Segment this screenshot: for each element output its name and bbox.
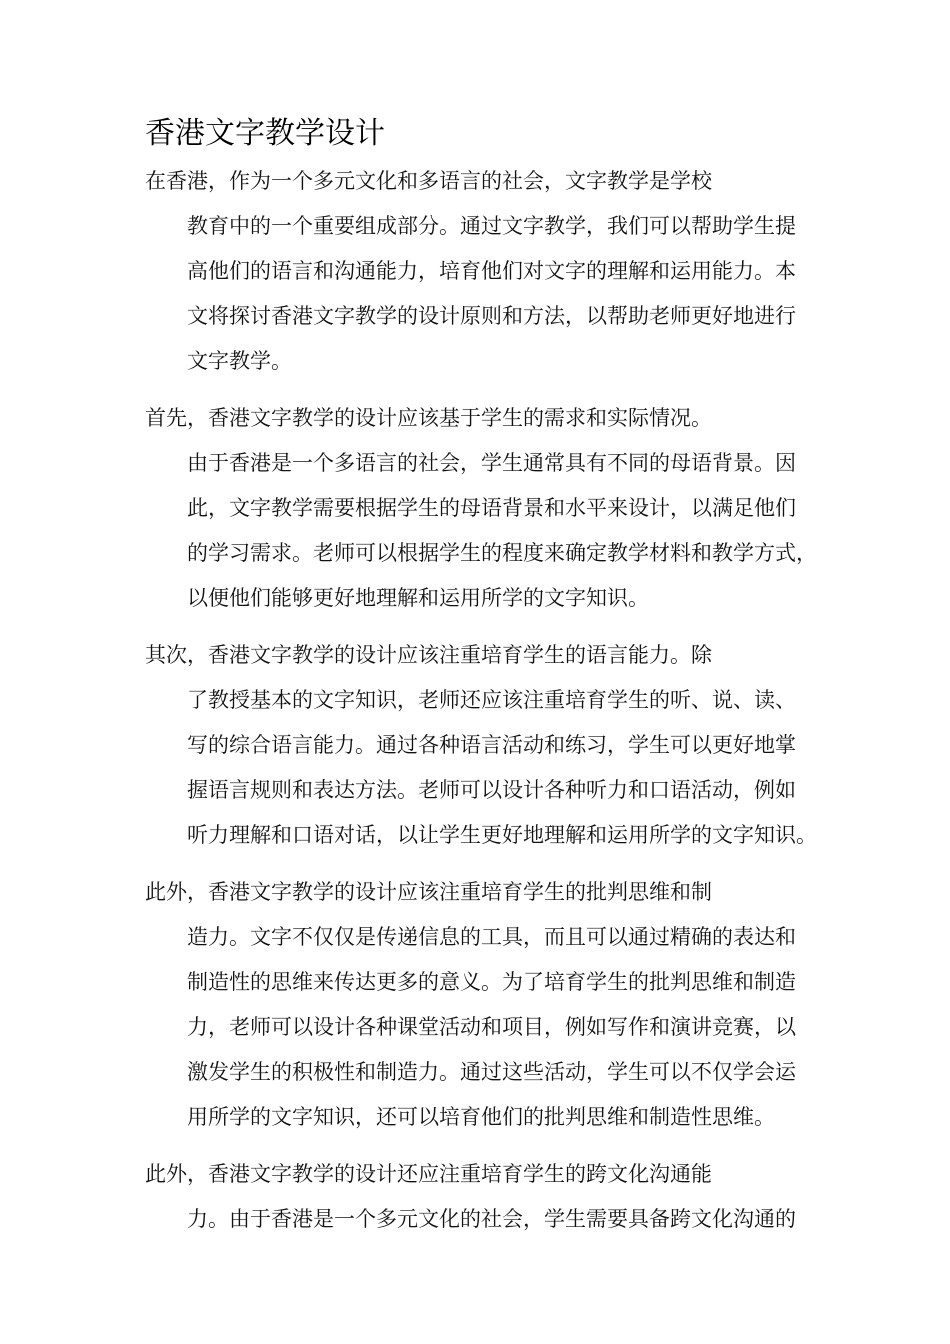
text-line: 写的综合语言能力。通过各种语言活动和练习，学生可以更好地掌 <box>187 733 796 757</box>
text-line: 其次，香港文字教学的设计应该注重培育学生的语言能力。除 <box>145 643 712 667</box>
text-line: 在香港，作为一个多元文化和多语言的社会，文字教学是学校 <box>145 169 712 193</box>
text-line: 听力理解和口语对话，以让学生更好地理解和运用所学的文字知识。 <box>187 823 817 847</box>
text-line: 高他们的语言和沟通能力，培育他们对文字的理解和运用能力。本 <box>187 259 796 283</box>
paragraph <box>145 870 805 1140</box>
text-line: 制造性的思维来传达更多的意义。为了培育学生的批判思维和制造 <box>187 970 796 994</box>
text-line: 以便他们能够更好地理解和运用所学的文字知识。 <box>187 586 649 610</box>
text-line: 教育中的一个重要组成部分。通过文字教学，我们可以帮助学生提 <box>187 214 796 238</box>
text-line: 了教授基本的文字知识，老师还应该注重培育学生的听、说、读、 <box>187 688 796 712</box>
text-line: 首先，香港文字教学的设计应该基于学生的需求和实际情况。 <box>145 406 712 430</box>
text-line: 此外，香港文字教学的设计还应注重培育学生的跨文化沟通能 <box>145 1162 712 1186</box>
text-line: 激发学生的积极性和制造力。通过这些活动，学生可以不仅学会运 <box>187 1060 796 1084</box>
text-line: 力，老师可以设计各种课堂活动和项目，例如写作和演讲竞赛，以 <box>187 1015 796 1039</box>
text-line: 此，文字教学需要根据学生的母语背景和水平来设计，以满足他们 <box>187 496 796 520</box>
paragraph <box>145 633 817 858</box>
text-line: 力。由于香港是一个多元文化的社会，学生需要具备跨文化沟通的 <box>187 1207 796 1231</box>
text-line: 的学习需求。老师可以根据学生的程度来确定教学材料和教学方式， <box>187 541 817 565</box>
paragraph <box>145 1152 805 1242</box>
text-line: 文字教学。 <box>187 349 292 373</box>
paragraph <box>145 396 817 621</box>
text-line: 用所学的文字知识，还可以培育他们的批判思维和制造性思维。 <box>187 1105 775 1129</box>
text-line: 由于香港是一个多语言的社会，学生通常具有不同的母语背景。因 <box>187 451 796 475</box>
paragraph <box>145 159 805 384</box>
text-line: 文将探讨香港文字教学的设计原则和方法，以帮助老师更好地进行 <box>187 304 796 328</box>
document-body <box>145 159 817 1254</box>
text-line: 造力。文字不仅仅是传递信息的工具，而且可以通过精确的表达和 <box>187 925 796 949</box>
text-line: 此外，香港文字教学的设计应该注重培育学生的批判思维和制 <box>145 880 712 904</box>
document-title: 香港文字教学设计 <box>145 116 385 151</box>
text-line: 握语言规则和表达方法。老师可以设计各种听力和口语活动，例如 <box>187 778 796 802</box>
